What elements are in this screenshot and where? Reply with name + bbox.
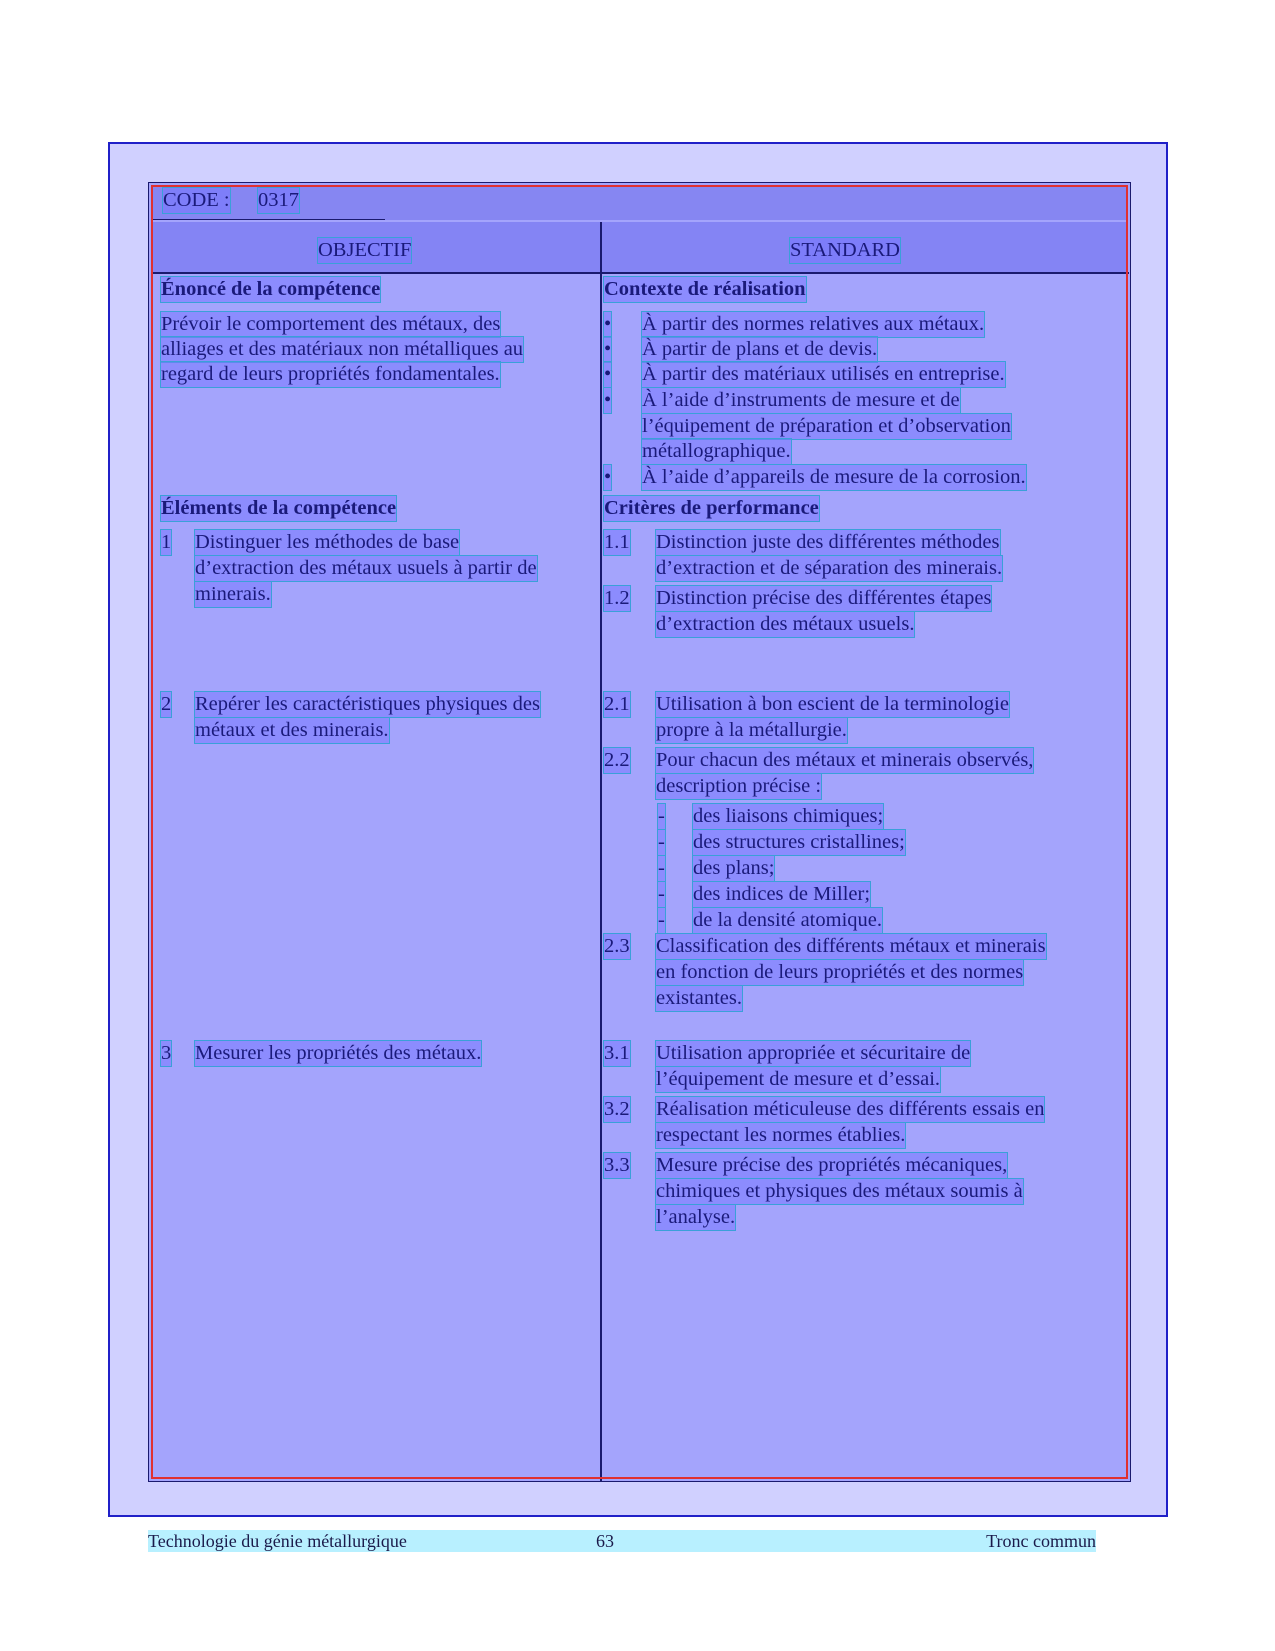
critere-line: d’extraction et de séparation des minerais. <box>656 557 1003 579</box>
dash-icon: - <box>658 805 665 827</box>
critere-line: existantes. <box>656 987 742 1009</box>
critere-num: 2.1 <box>604 693 630 715</box>
bullet-icon: • <box>604 313 612 335</box>
code-band <box>153 186 1128 220</box>
critere-subitem: des indices de Miller; <box>693 883 871 905</box>
header-divider <box>153 272 1129 274</box>
dash-icon: - <box>658 857 665 879</box>
element-line: Repérer les caractéristiques physiques des <box>195 693 540 715</box>
dash-icon: - <box>658 883 665 905</box>
element-num: 1 <box>161 531 172 553</box>
critere-line: Classification des différents métaux et minerais <box>656 935 1046 957</box>
element-line: Distinguer les méthodes de base <box>195 531 460 553</box>
bullet-icon: • <box>604 466 612 488</box>
contexte-item: À l’aide d’instruments de mesure et de <box>642 389 960 411</box>
critere-line: Utilisation appropriée et sécuritaire de <box>656 1042 971 1064</box>
critere-line: Utilisation à bon escient de la terminologie <box>656 693 1009 715</box>
dash-icon: - <box>658 831 665 853</box>
critere-line: l’analyse. <box>656 1206 736 1228</box>
element-num: 2 <box>161 693 172 715</box>
header-band <box>153 222 1128 272</box>
critere-subitem: des plans; <box>693 857 775 879</box>
critere-line: respectant les normes établies. <box>656 1124 906 1146</box>
footer-page-number: 63 <box>596 1530 980 1552</box>
code-label: CODE : <box>163 189 230 211</box>
critere-line: chimiques et physiques des métaux soumis à <box>656 1180 1023 1202</box>
critere-line: Mesure précise des propriétés mécaniques, <box>656 1154 1008 1176</box>
contexte-item-cont: métallographique. <box>642 440 791 462</box>
contexte-item: À l’aide d’appareils de mesure de la corrosion. <box>642 466 1026 488</box>
footer-right: Tronc commun <box>980 1530 1096 1552</box>
footer-left: Technologie du génie métallurgique <box>148 1530 596 1552</box>
critere-line: propre à la métallurgie. <box>656 719 847 741</box>
critere-line: Distinction précise des différentes étapes <box>656 587 992 609</box>
column-divider <box>600 222 602 1482</box>
element-num: 3 <box>161 1042 172 1064</box>
element-line: d’extraction des métaux usuels à partir de <box>195 557 537 579</box>
critere-num: 2.2 <box>604 749 630 771</box>
dash-icon: - <box>658 909 665 931</box>
contexte-item: À partir des normes relatives aux métaux. <box>642 313 985 335</box>
critere-num: 1.1 <box>604 531 630 553</box>
header-standard: STANDARD <box>790 239 900 261</box>
critere-line: d’extraction des métaux usuels. <box>656 613 915 635</box>
enonce-line: alliages et des matériaux non métalliques au <box>161 338 524 360</box>
critere-line: Pour chacun des métaux et minerais observés, <box>656 749 1034 771</box>
contexte-title: Contexte de réalisation <box>604 278 806 300</box>
critere-line: Réalisation méticuleuse des différents essais en <box>656 1098 1045 1120</box>
critere-num: 3.1 <box>604 1042 630 1064</box>
critere-line: l’équipement de mesure et d’essai. <box>656 1068 941 1090</box>
critere-num: 3.3 <box>604 1154 630 1176</box>
critere-line: description précise : <box>656 775 822 797</box>
element-line: métaux et des minerais. <box>195 719 389 741</box>
critere-subitem: de la densité atomique. <box>693 909 882 931</box>
contexte-item-cont: l’équipement de préparation et d’observation <box>642 415 1011 437</box>
element-line: minerais. <box>195 583 271 605</box>
bullet-icon: • <box>604 338 612 360</box>
critere-num: 2.3 <box>604 935 630 957</box>
bullet-icon: • <box>604 389 612 411</box>
criteres-title: Critères de performance <box>604 497 819 519</box>
elements-title: Éléments de la compétence <box>161 497 397 519</box>
critere-line: en fonction de leurs propriétés et des normes <box>656 961 1024 983</box>
critere-subitem: des structures cristallines; <box>693 831 905 853</box>
critere-num: 3.2 <box>604 1098 630 1120</box>
bullet-icon: • <box>604 363 612 385</box>
element-line: Mesurer les propriétés des métaux. <box>195 1042 482 1064</box>
critere-subitem: des liaisons chimiques; <box>693 805 884 827</box>
critere-num: 1.2 <box>604 587 630 609</box>
enonce-line: Prévoir le comportement des métaux, des <box>161 313 501 335</box>
header-objectif: OBJECTIF <box>318 239 412 261</box>
contexte-item: À partir des matériaux utilisés en entreprise. <box>642 363 1005 385</box>
critere-line: Distinction juste des différentes méthodes <box>656 531 1000 553</box>
contexte-item: À partir de plans et de devis. <box>642 338 878 360</box>
enonce-line: regard de leurs propriétés fondamentales. <box>161 363 500 385</box>
code-value: 0317 <box>258 189 299 211</box>
code-underline <box>153 219 385 220</box>
enonce-title: Énoncé de la compétence <box>161 278 381 300</box>
